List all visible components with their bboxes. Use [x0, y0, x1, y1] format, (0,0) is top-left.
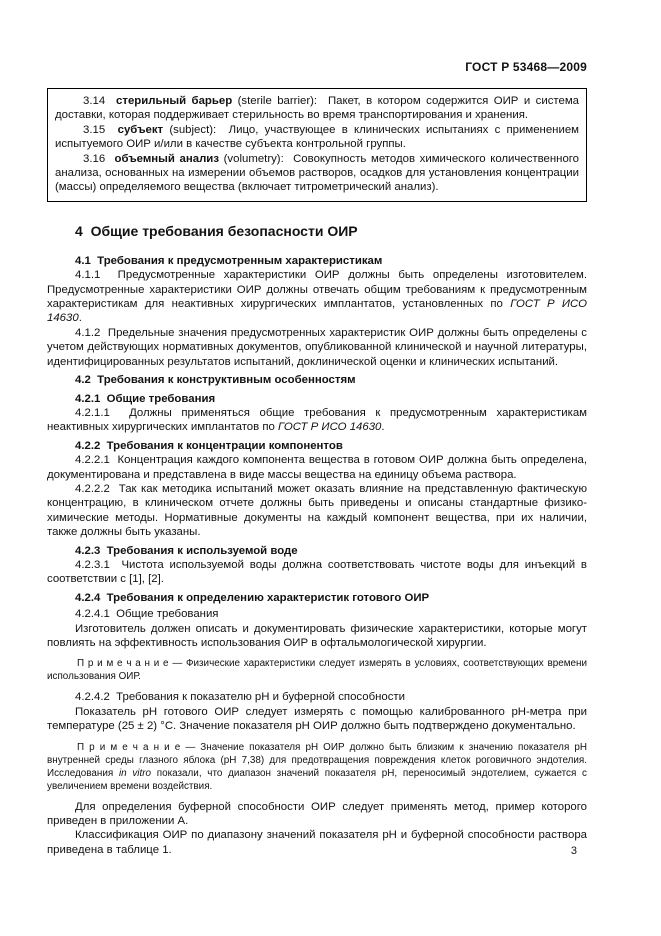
text-run: 4.2.4.2 Требования к показателю pH и буферной способности [75, 691, 405, 704]
text-run: (sterile barrier): Пакет, в котором содержится ОИР и система доставки, которая поддерживает стерильность во время транспортирования и хранения. [55, 95, 579, 122]
definition-3-16 [55, 152, 579, 195]
para-4-2-2-1 [47, 453, 587, 482]
section-4-2-heading [47, 373, 587, 387]
text-run: Изготовитель должен описать и документировать физические характеристики, которые могут повлиять на эффективность использования ОИР в офтальмологической хирургии. [47, 622, 587, 649]
page-number: 3 [570, 845, 577, 857]
text-run: ГОСТ Р ИСО 14630 [47, 298, 588, 325]
text-run: 4 Общие требования безопасности ОИР [75, 222, 358, 239]
text-run: П р и м е ч а н и е — Физические характеристики следует измерять в условиях, соответствующих времени использования ОИР. [47, 658, 587, 683]
section-4-2-4-heading [47, 591, 587, 605]
text-run: 4.2.1 Общие требования [75, 392, 216, 405]
text-run: 4.2.2.2 Так как методика испытаний может оказать влияние на представленную фактическую концентрацию, в клиническом отчете должны быть приведены и описаны стандартные физико-химические методы. Нормативные документы на каждый компонент вещества, при их наличии, также должны быть указаны. [47, 482, 587, 539]
definitions-box [47, 88, 587, 202]
section-4-1-heading [47, 254, 587, 268]
text-run: 4.2.1.1 Должны применяться общие требования к предусмотренным характеристикам неактивных хирургических имплантатов по [47, 406, 587, 434]
text-run: in vitro [118, 767, 152, 779]
para-4-2-4-1-body [47, 622, 587, 651]
section-4-2-4-1-heading [47, 607, 587, 621]
para-buffer-method [47, 800, 587, 829]
para-4-2-3-1 [47, 558, 587, 587]
text-run: субъект [117, 123, 164, 136]
text-run: 4.1.2 Предельные значения предусмотренных характеристик ОИР должны быть определены с учетом действующих нормативных документов, опубликованной клинической и научной литературы, идентифицированных результатов испытаний, доклинической оценки и клинических испытаний. [47, 326, 587, 368]
para-4-2-2-2 [47, 482, 587, 540]
text-run: 3.14 [83, 95, 117, 107]
para-4-2-4-2-body [47, 705, 587, 734]
text-run: . [78, 312, 82, 325]
para-4-2-1-1 [47, 406, 587, 435]
text-run: П р и м е ч а н и е — Значение показателя pH ОИР должно быть близким к значению показателя pH внутренней среды глазного яблока (pH 7,38) для предотвращения повреждения клеток роговичного эндотелия. Исследования [47, 741, 587, 779]
text-run: 4.1 Требования к предусмотренным характеристикам [75, 254, 383, 267]
text-run: 4.2.3.1 Чистота используемой воды должна соответствовать чистоте воды для инъекций в соответствии с [1], [2]. [47, 558, 587, 586]
text-run: (subject): Лицо, участвующее в клинических испытаниях с применением испытуемого ОИР и/или в качестве субъекта контрольной группы. [55, 123, 579, 151]
text-run: Показатель pH готового ОИР следует измерять с помощью калиброванного pH-метра при температуре (25 ± 2) °С. Значение показателя pH ОИР должно быть подтверждено документально. [47, 705, 587, 733]
text-run: стерильный барьер [116, 95, 233, 107]
para-4-1-2 [47, 326, 587, 369]
section-4-2-4-2-heading [47, 690, 587, 704]
note-ph-value [47, 741, 587, 793]
text-run: 4.1.1 Предусмотренные характеристики ОИР должны быть определены изготовителем. Предусмотренные характеристики ОИР должны отвечать общим требованиям к предусмотренным характеристикам для неактивных хирургических имплантатов, установленных по [47, 269, 587, 311]
text-run: 4.2.3 Требования к используемой воде [75, 544, 298, 557]
section-4-heading [47, 222, 587, 241]
text-run: Для определения буферной способности ОИР следует применять метод, пример которого приведен в приложении А. [47, 800, 587, 828]
note-physical-characteristics [47, 657, 587, 683]
text-run: 4.2 Требования к конструктивным особенностям [75, 374, 356, 387]
para-4-1-1 [47, 268, 587, 326]
text-run: 4.2.2.1 Концентрация каждого компонента вещества в готовом ОИР должна быть определена, документирована и представлена в виде массы вещества на единицу объема раствора. [47, 454, 587, 481]
section-4-2-3-heading [47, 544, 587, 558]
text-run: 3.15 [83, 123, 118, 136]
text-run: Классификация ОИР по диапазону значений показателя pH и буферной способности раствора приведена в таблице 1. [47, 829, 587, 856]
text-run: 4.2.4 Требования к определению характеристик готового ОИР [75, 591, 430, 604]
text-run: 3.16 [83, 152, 115, 165]
text-run: показали, что диапазон значений показателя pH, переносимый эндотелием, сужается с увеличением времени воздействия. [47, 767, 587, 792]
section-4-2-2-heading [47, 439, 587, 453]
text-run: 4.2.2 Требования к концентрации компонентов [75, 439, 343, 452]
text-run: 4.2.4.1 Общие требования [75, 608, 219, 621]
text-run: (volumetry): Совокупность методов химического количественного анализа, основанных на измерении объемов растворов, осадков для установления концентрации (массы) определяемого вещества (включает титрометрический анализ). [55, 152, 580, 194]
text-run: . [381, 421, 385, 434]
definition-3-14 [55, 94, 579, 123]
document-content [47, 88, 587, 857]
section-4-2-1-heading [47, 392, 587, 406]
text-run: объемный анализ [114, 152, 219, 165]
text-run: ГОСТ Р ИСО 14630 [278, 421, 382, 434]
definition-3-15 [55, 123, 579, 152]
running-header-standard-number: ГОСТ Р 53468—2009 [465, 60, 587, 74]
